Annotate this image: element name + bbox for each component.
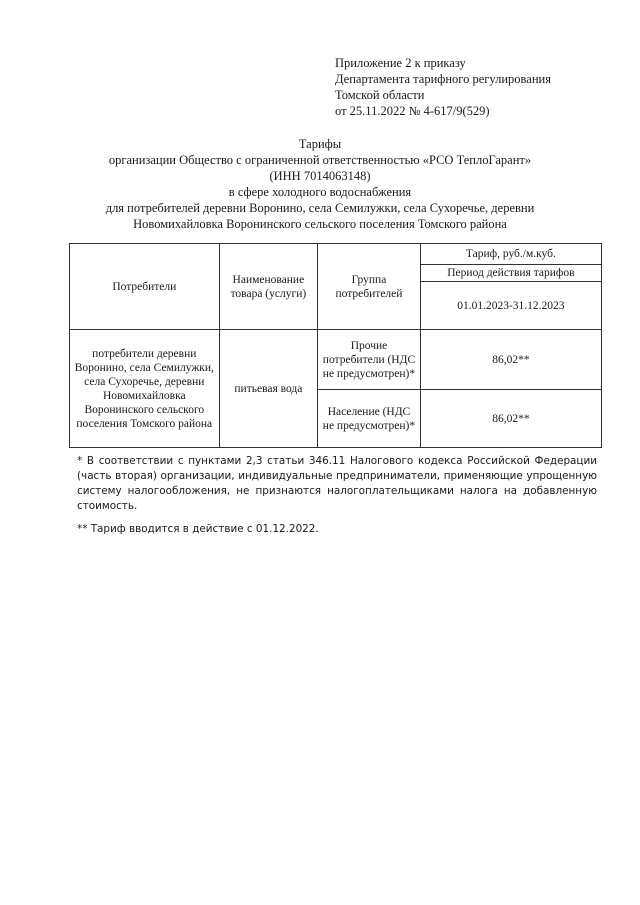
cell-group-other: Прочие потребители (НДС не предусмотрен)* <box>318 330 421 390</box>
header-consumers: Потребители <box>70 244 220 330</box>
appendix-line: Приложение 2 к приказу <box>335 56 466 70</box>
title-organization: организации Общество с ограниченной ответственностью «РСО ТеплоГарант» <box>108 153 532 167</box>
appendix-header <box>335 55 551 119</box>
header-period: 01.01.2023-31.12.2023 <box>420 282 601 330</box>
appendix-order-date: от 25.11.2022 № 4-617/9(529) <box>335 104 490 118</box>
tariff-table <box>69 243 602 448</box>
appendix-line: Томской области <box>335 88 425 102</box>
cell-product: питьевая вода <box>219 330 318 448</box>
header-tariff: Тариф, руб./м.куб. <box>420 244 601 265</box>
cell-consumers: потребители деревни Воронино, села Семилужки, села Сухоречье, деревни Новомихайловка Воронинского сельского поселения Томского района <box>70 330 220 448</box>
header-product: Наименование товара (услуги) <box>219 244 318 330</box>
document-title <box>60 136 580 232</box>
title-consumers-cont: Новомихайловка Воронинского сельского поселения Томского района <box>133 217 507 231</box>
header-period-label: Период действия тарифов <box>420 265 601 282</box>
title-sphere: в сфере холодного водоснабжения <box>228 185 412 199</box>
cell-group-population: Население (НДС не предусмотрен)* <box>318 390 421 448</box>
header-group: Группа потребителей <box>318 244 421 330</box>
cell-tariff-population: 86,02** <box>420 390 601 448</box>
title-heading: Тарифы <box>298 137 342 151</box>
title-inn: (ИНН 7014063148) <box>269 169 371 183</box>
footnote-effective-date: ** Тариф вводится в действие с 01.12.2022. <box>77 523 319 535</box>
cell-tariff-other: 86,02** <box>420 330 601 390</box>
footnote-vat: * В соответствии с пунктами 2,3 статьи 346.11 Налогового кодекса Российской Федерации (часть вторая) организации, индивидуальные предприниматели, применяющие упрощенную систему налогообложения, не признаются налогоплательщиками налога на добавленную стоимость. <box>77 455 597 512</box>
footnotes <box>77 454 597 537</box>
appendix-line: Департамента тарифного регулирования <box>335 72 551 86</box>
title-consumers: для потребителей деревни Воронино, села Семилужки, села Сухоречье, деревни <box>105 201 535 215</box>
